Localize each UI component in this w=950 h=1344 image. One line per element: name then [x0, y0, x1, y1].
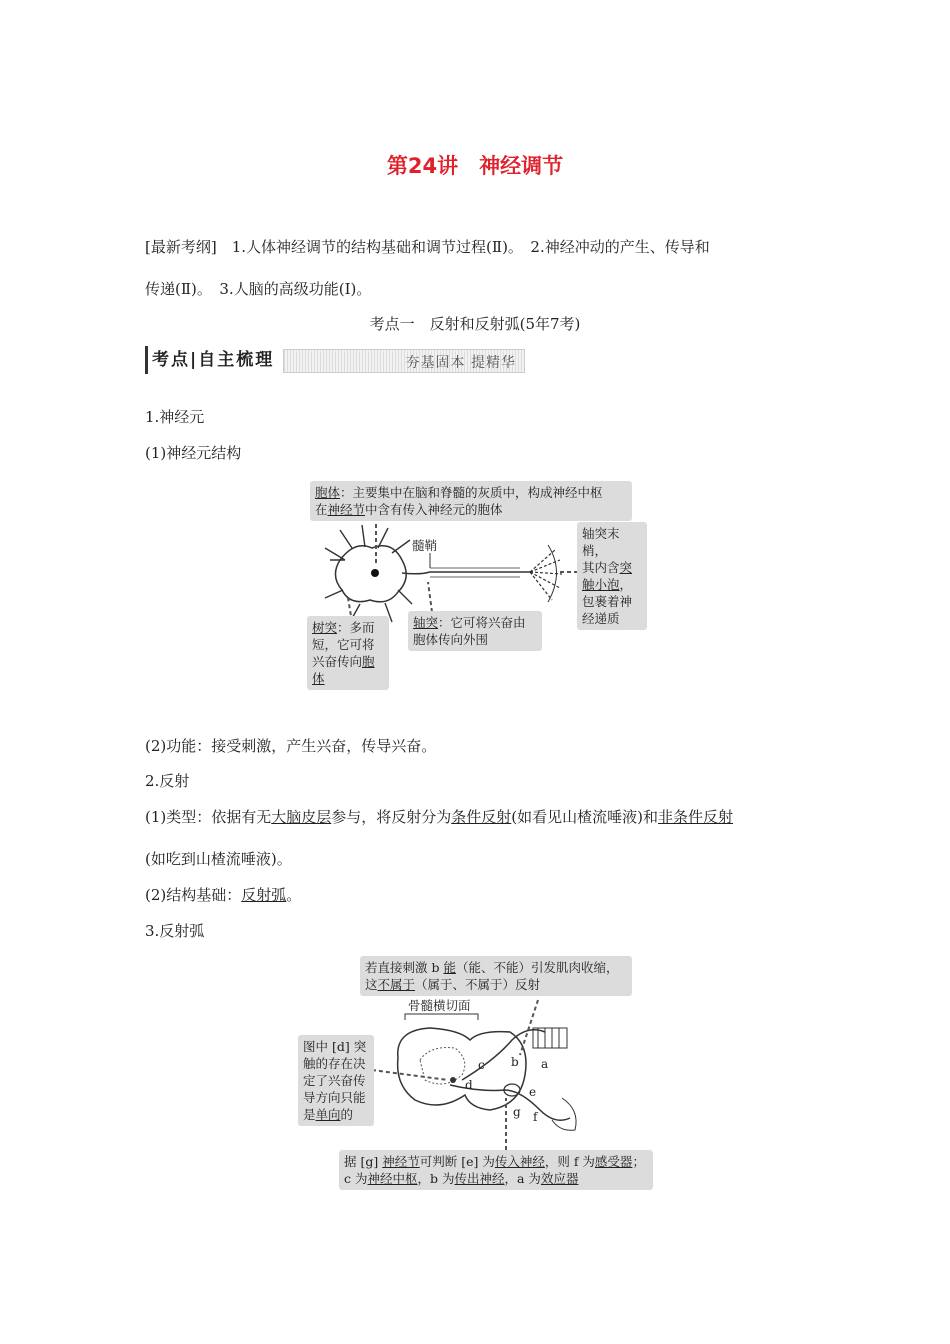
- stimulus-callout: 若直接刺激 b 能（能、不能）引发肌肉收缩， 这不属于（属于、不属于）反射: [360, 956, 632, 996]
- banner-subtitle: 夯基固本 提精华: [405, 355, 516, 371]
- myelin-label: 髓鞘: [412, 538, 438, 553]
- s2-heading: 2.反射: [145, 772, 190, 790]
- s3-heading: 3.反射弧: [145, 922, 205, 940]
- banner-tag: 考点|自主梳理: [145, 346, 274, 374]
- dendrite-callout: 树突：多而 短，它可将 兴奋传向胞 体: [307, 616, 389, 690]
- s2-type-line1: (1)类型：依据有无大脑皮层参与，将反射分为条件反射(如看见山楂流唾液)和非条件反射: [145, 808, 734, 826]
- s1-heading: 1.神经元: [145, 408, 205, 426]
- arc-letter-c: c: [478, 1058, 485, 1072]
- arc-letter-e: e: [529, 1085, 537, 1099]
- arc-letter-d: d: [465, 1078, 473, 1092]
- arc-letter-b: b: [511, 1055, 519, 1069]
- ganglion-callout: 据 [g] 神经节可判断 [e] 为传入神经，则 f 为感受器； c 为神经中枢，b 为传出神经，a 为效应器: [339, 1150, 653, 1190]
- arc-letter-f: f: [533, 1110, 538, 1124]
- soma-callout: 胞体：主要集中在脑和脊髓的灰质中，构成神经中枢 在神经节中含有传入神经元的胞体: [310, 481, 632, 521]
- outline-line2: 传递(Ⅱ)。 3.人脑的高级功能(Ⅰ)。: [145, 280, 372, 298]
- synapse-callout: 图中 [d] 突 触的存在决 定了兴奋传 导方向只能 是单向的: [298, 1035, 374, 1126]
- axon-callout: 轴突：它可将兴奋由 胞体传向外围: [408, 611, 542, 651]
- s2-basis: (2)结构基础：反射弧。: [145, 886, 302, 904]
- s1-function: (2)功能：接受刺激，产生兴奋，传导兴奋。: [145, 737, 437, 755]
- arc-letter-a: a: [541, 1057, 549, 1071]
- s1-sub1: (1)神经元结构: [145, 444, 242, 462]
- page-title: 第24讲 神经调节: [386, 154, 564, 178]
- arc-letter-g: g: [513, 1105, 521, 1119]
- cord-label: 骨髓横切面: [408, 998, 471, 1013]
- terminal-callout: 轴突末梢， 其内含突 触小泡， 包裹着神 经递质: [577, 522, 647, 630]
- section-heading: 考点一 反射和反射弧(5年7考): [369, 315, 581, 333]
- outline-line1: [最新考纲] 1.人体神经调节的结构基础和调节过程(Ⅱ)。 2.神经冲动的产生、传导和: [145, 238, 710, 256]
- s2-type-line2: (如吃到山楂流唾液)。: [145, 850, 292, 868]
